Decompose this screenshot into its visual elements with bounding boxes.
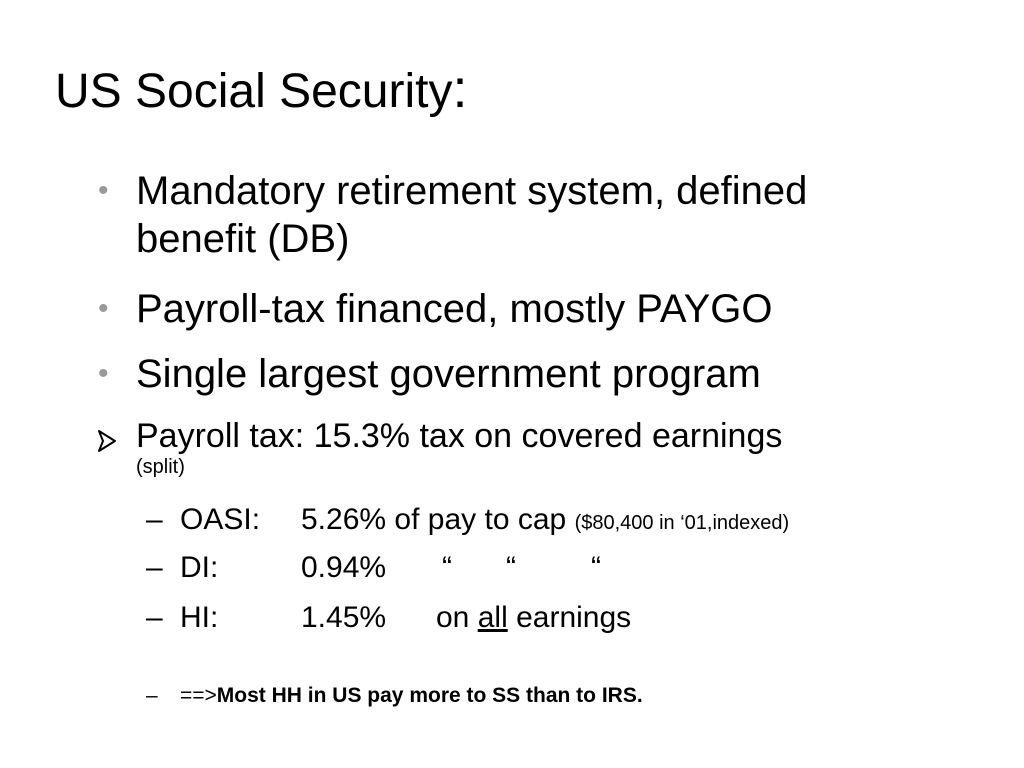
payroll-tax-text: Payroll tax: 15.3% tax on covered earnings xyxy=(136,417,783,455)
tax-row-hi xyxy=(146,600,680,636)
tax-row-label: DI: xyxy=(180,551,219,584)
bullet-marker: • xyxy=(98,174,109,207)
bullet-item-payroll-financed xyxy=(98,285,926,333)
ditto-mark: “ xyxy=(442,551,452,584)
slide-title-colon: : xyxy=(452,59,468,119)
dash-marker: – xyxy=(146,503,163,536)
tax-row-di xyxy=(146,550,640,586)
tax-row-rate-value: 1.45% xyxy=(301,601,387,634)
conclusion-text: Most HH in US pay more to SS than to IRS. xyxy=(216,684,643,707)
conclusion-arrow: ==> xyxy=(180,684,217,707)
bullet-text: Single largest government program xyxy=(136,352,761,396)
bullet-item-largest-program xyxy=(98,350,926,398)
slide-title-text: US Social Security xyxy=(55,65,453,118)
tax-row-oasi xyxy=(146,502,900,538)
bullet-text: Mandatory retirement system, defined benefit (DB) xyxy=(136,169,808,261)
dash-marker: – xyxy=(146,551,163,584)
bullet-marker: • xyxy=(98,357,109,390)
hi-desc-prefix: on xyxy=(436,601,470,634)
dash-marker: – xyxy=(146,684,158,707)
payroll-tax-bullet xyxy=(136,416,926,480)
tax-row-description: of pay to cap xyxy=(394,503,567,536)
hi-desc-emphasis: all xyxy=(477,601,508,634)
arrow-bullet-icon xyxy=(94,423,120,449)
tax-row-label: HI: xyxy=(180,601,219,634)
tax-row-label: OASI: xyxy=(180,503,261,536)
tax-row-rate-value: 5.26% xyxy=(301,503,387,536)
dash-marker: – xyxy=(146,601,163,634)
payroll-tax-split-note: (split) xyxy=(136,456,185,478)
slide-title xyxy=(55,59,468,119)
tax-row-rate xyxy=(301,502,789,541)
tax-cap-note: ($80,400 in ‘01,indexed) xyxy=(574,512,790,534)
bullet-text: Payroll-tax financed, mostly PAYGO xyxy=(136,287,773,331)
hi-desc-suffix: earnings xyxy=(516,601,632,634)
tax-row-rate-value: 0.94% xyxy=(301,551,387,584)
tax-row-description xyxy=(436,600,631,636)
ditto-mark: “ xyxy=(591,551,601,584)
ditto-mark: “ xyxy=(506,551,516,584)
bullet-marker: • xyxy=(98,292,109,325)
bullet-item-mandatory xyxy=(98,167,926,263)
conclusion-row xyxy=(146,681,643,711)
